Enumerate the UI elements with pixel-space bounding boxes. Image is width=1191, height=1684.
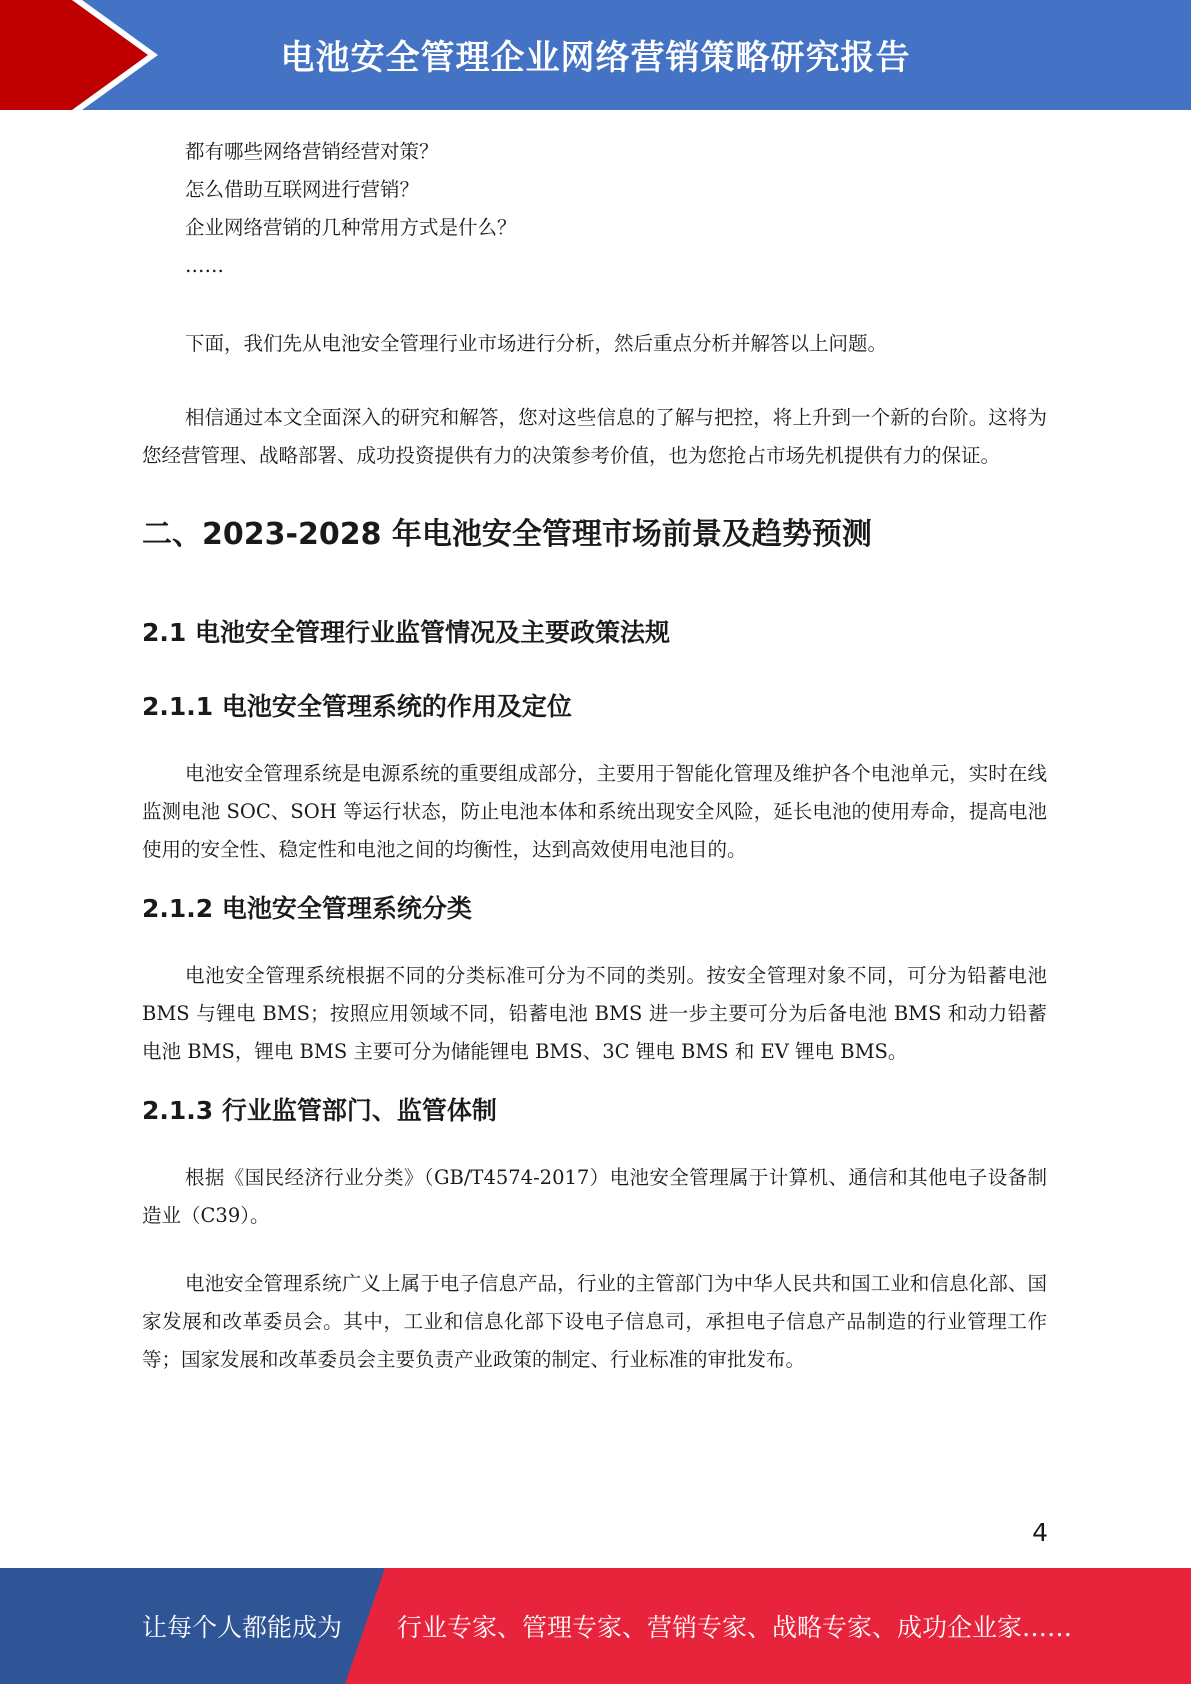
- page-header: [0, 0, 1191, 110]
- subsection-2-1-1-title: 2.1.1 电池安全管理系统的作用及定位: [142, 692, 572, 721]
- intro-paragraph: 下面，我们先从电池安全管理行业市场进行分析，然后重点分析并解答以上问题。: [185, 332, 888, 355]
- question-ellipsis: ……: [185, 254, 224, 277]
- subsection-2-1-3-text-1: 根据《国民经济行业分类》（GB/T4574-2017）电池安全管理属于计算机、通信和其他电子设备制造业（C39）。: [142, 1166, 1047, 1227]
- subsection-2-1-3-title: 2.1.3 行业监管部门、监管体制: [142, 1096, 497, 1125]
- footer-slogan-left: 让每个人都能成为: [142, 1613, 343, 1642]
- value-paragraph: 相信通过本文全面深入的研究和解答，您对这些信息的了解与把控，将上升到一个新的台阶。这将为您经营管理、战略部署、成功投资提供有力的决策参考价值，也为您抢占市场先机提供有力的保证。: [142, 406, 1047, 467]
- page-number: 4: [1032, 1518, 1048, 1547]
- question-item: 怎么借助互联网进行营销？: [185, 178, 420, 201]
- subsection-2-1-2-title: 2.1.2 电池安全管理系统分类: [142, 894, 472, 923]
- subsection-2-1-title: 2.1 电池安全管理行业监管情况及主要政策法规: [142, 618, 670, 647]
- page-footer: [0, 1568, 1191, 1684]
- header-title: 电池安全管理企业网络营销策略研究报告: [280, 38, 911, 78]
- subsection-2-1-1-text: 电池安全管理系统是电源系统的重要组成部分，主要用于智能化管理及维护各个电池单元，实时在线监测电池 SOC、SOH 等运行状态，防止电池本体和系统出现安全风险，延长电池的使用寿命，提高电池使用的安全性、稳定性和电池之间的均衡性，达到高效使用电池目的。: [142, 762, 1047, 861]
- question-item: 都有哪些网络营销经营对策？: [185, 140, 439, 163]
- question-item: 企业网络营销的几种常用方式是什么？: [185, 216, 517, 239]
- subsection-2-1-2-text: 电池安全管理系统根据不同的分类标准可分为不同的类别。按安全管理对象不同，可分为铅蓄电池 BMS 与锂电 BMS；按照应用领域不同，铅蓄电池 BMS 进一步主要可分为后备电池 BMS 和动力铅蓄电池 BMS，锂电 BMS 主要可分为储能锂电 BMS、3C 锂电 BMS 和 EV 锂电 BMS。: [142, 964, 1047, 1063]
- main-content: [142, 133, 1047, 1379]
- subsection-2-1-3-text-2: 电池安全管理系统广义上属于电子信息产品，行业的主管部门为中华人民共和国工业和信息化部、国家发展和改革委员会。其中，工业和信息化部下设电子信息司，承担电子信息产品制造的行业管理工作等；国家发展和改革委员会主要负责产业政策的制定、行业标准的审批发布。: [142, 1272, 1047, 1371]
- section-2-title: 二、2023-2028 年电池安全管理市场前景及趋势预测: [142, 517, 872, 552]
- footer-slogan-right: 行业专家、管理专家、营销专家、战略专家、成功企业家……: [397, 1613, 1073, 1642]
